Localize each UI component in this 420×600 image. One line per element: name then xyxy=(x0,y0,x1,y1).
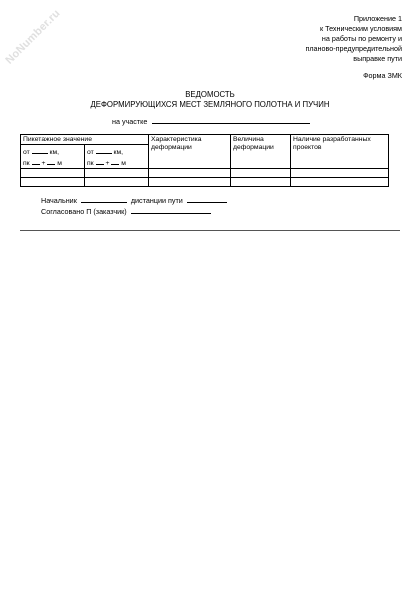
distance-blank[interactable] xyxy=(187,195,227,203)
section-blank[interactable] xyxy=(152,116,310,124)
to-plus-blank[interactable] xyxy=(111,157,119,165)
table-header-row xyxy=(21,135,389,145)
header-from xyxy=(21,145,85,169)
table-cell[interactable] xyxy=(291,178,389,187)
to-km-blank[interactable] xyxy=(96,146,112,154)
table-row xyxy=(21,169,389,178)
header-to xyxy=(85,145,149,169)
table-cell[interactable] xyxy=(231,169,291,178)
watermark: NoNumber.ru xyxy=(3,7,63,67)
to-m-label: м xyxy=(121,160,126,167)
table-cell[interactable] xyxy=(149,178,231,187)
form-code: Форма ЗМК xyxy=(363,71,402,80)
from-pk-blank[interactable] xyxy=(32,157,40,165)
title-line-1: ВЕДОМОСТЬ xyxy=(185,90,235,99)
from-m-label: м xyxy=(57,160,62,167)
header-magnitude: Величина деформации xyxy=(231,135,291,169)
document-title xyxy=(0,90,420,110)
agreed-signature-line xyxy=(41,206,227,217)
appendix-line: Приложение 1 xyxy=(353,14,402,23)
table-row xyxy=(21,178,389,187)
table-cell[interactable] xyxy=(231,178,291,187)
table-cell[interactable] xyxy=(85,169,149,178)
agreed-label: Согласовано П (заказчик) xyxy=(41,207,127,216)
to-ot-label: от xyxy=(87,149,94,156)
table-cell[interactable] xyxy=(291,169,389,178)
distance-label: дистанции пути xyxy=(130,196,183,205)
table-cell[interactable] xyxy=(21,178,85,187)
from-plus-blank[interactable] xyxy=(47,157,55,165)
header-characteristic: Характеристика деформации xyxy=(149,135,231,169)
title-line-2: ДЕФОРМИРУЮЩИХСЯ МЕСТ ЗЕМЛЯНОГО ПОЛОТНА И ПУЧИН xyxy=(90,100,330,109)
appendix-line: выправке пути xyxy=(353,54,402,63)
header-picket: Пикетажное значение xyxy=(21,135,149,145)
table-cell[interactable] xyxy=(149,169,231,178)
appendix-line: планово-предупредительной xyxy=(305,44,402,53)
from-km-blank[interactable] xyxy=(32,146,48,154)
table-cell[interactable] xyxy=(85,178,149,187)
bottom-divider xyxy=(20,230,400,231)
chief-signature-line xyxy=(41,195,227,206)
from-pk-label: пк xyxy=(23,160,30,167)
to-pk-blank[interactable] xyxy=(96,157,104,165)
to-km-label: км, xyxy=(113,149,124,156)
from-ot-label: от xyxy=(23,149,30,156)
from-plus-label: + xyxy=(41,160,46,167)
chief-name-blank[interactable] xyxy=(81,195,127,203)
chief-label: Начальник xyxy=(41,196,77,205)
from-km-label: км, xyxy=(49,149,60,156)
section-field xyxy=(112,116,310,127)
deformation-table xyxy=(20,134,389,187)
to-plus-label: + xyxy=(105,160,110,167)
appendix-line: к Техническим условиям xyxy=(319,24,402,33)
section-label: на участке xyxy=(112,117,148,126)
table-cell[interactable] xyxy=(21,169,85,178)
appendix-note xyxy=(202,14,402,64)
signature-block xyxy=(41,195,227,217)
appendix-line: на работы по ремонту и xyxy=(321,34,402,43)
header-projects: Наличие разработанных проектов xyxy=(291,135,389,169)
to-pk-label: пк xyxy=(87,160,94,167)
agreed-blank[interactable] xyxy=(131,206,211,214)
